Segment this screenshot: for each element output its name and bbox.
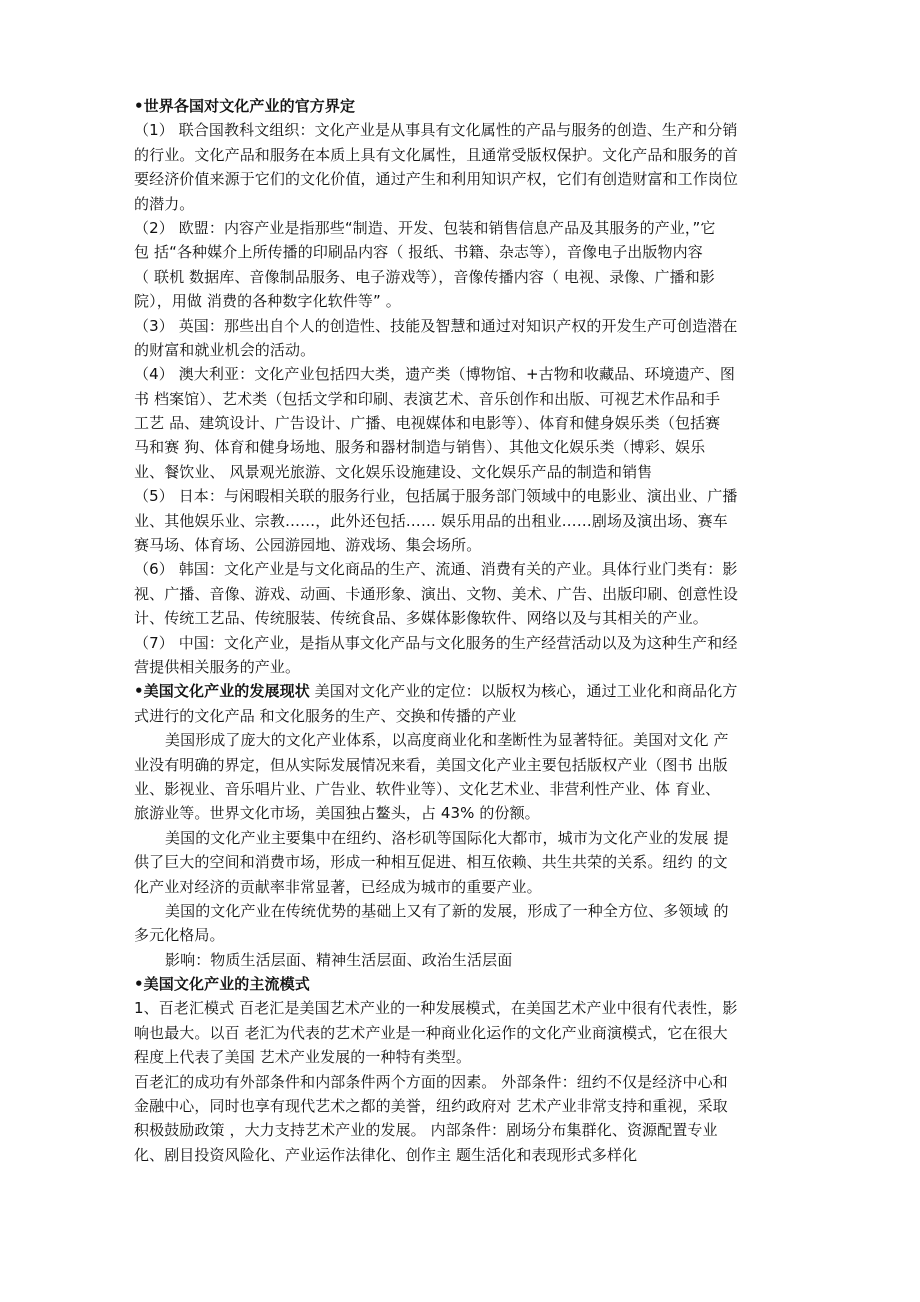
paragraph-line: 百老汇的成功有外部条件和内部条件两个方面的因素。 外部条件：纽约不仅是经济中心和 (134, 1072, 728, 1091)
paragraph-line: 业、餐饮业、 风景观光旅游、文化娱乐设施建设、文化娱乐产品的制造和销售 (134, 462, 653, 481)
section-heading: •世界各国对文化产业的官方界定 (134, 97, 356, 115)
paragraph-line: 包 括“各种媒介上所传播的印刷品内容（ 报纸、书籍、杂志等），音像电子出版物内容 (134, 243, 703, 262)
paragraph-line: 美国的文化产业在传统优势的基础上又有了新的发展，形成了一种全方位、多领域 的 (165, 901, 729, 920)
paragraph-line: （3） 英国：那些出自个人的创造性、技能及智慧和通过对知识产权的开发生产可创造潜在 (134, 316, 738, 335)
paragraph-line: 马和赛 狗、体育和健身场地、服务和器材制造与销售）、其他文化娱乐类（博彩、娱乐 (134, 438, 706, 457)
paragraph-line: 化、剧目投资风险化、产业运作法律化、创作主 题生活化和表现形式多样化 (134, 1145, 638, 1164)
paragraph-line: 业、其他娱乐业、宗教……，此外还包括…… 娱乐用品的出租业……剧场及演出场、赛车 (134, 511, 728, 530)
paragraph-line: 响也最大。以百 老汇为代表的艺术产业是一种商业化运作的文化产业商演模式，它在很大 (134, 1023, 728, 1042)
paragraph-line: （ 联机 数据库、音像制品服务、电子游戏等），音像传播内容（ 电视、录像、广播和影 (134, 267, 715, 286)
section-heading: •美国文化产业的发展现状 (134, 682, 310, 701)
paragraph-line: 院），用做 消费的各种数字化软件等” 。 (134, 292, 401, 311)
section-heading-line (134, 679, 786, 703)
paragraph-line: （4） 澳大利亚：文化产业包括四大类，遗产类（博物馆、+古物和收藏品、环境遗产、图 (134, 365, 735, 384)
paragraph-line: 营提供相关服务的产业。 (134, 657, 301, 676)
paragraph-line: 工艺 品、建筑设计、广告设计、广播、电视媒体和电影等）、体育和健身娱乐类（包括赛 (134, 414, 721, 433)
paragraph-line: （7） 中国：文化产业，是指从事文化产品与文化服务的生产经营活动以及为这种生产和经 (134, 633, 738, 652)
paragraph-line: （6） 韩国：文化产业是与文化商品的生产、流通、消费有关的产业。具体行业门类有：影 (134, 560, 738, 579)
paragraph-line: 的潜力。 (134, 194, 195, 213)
paragraph-line: 1、百老汇模式 百老汇是美国艺术产业的一种发展模式，在美国艺术产业中很有代表性，影 (134, 999, 738, 1018)
paragraph-line: 视、广播、音像、游戏、动画、卡通形象、演出、文物、美术、广告、出版印刷、创意性设 (134, 584, 739, 603)
paragraph-line: （2） 欧盟：内容产业是指那些“制造、开发、包装和销售信息产品及其服务的产业，”它 (134, 218, 716, 237)
paragraph-line: 书 档案馆）、艺术类（包括文学和印刷、表演艺术、音乐创作和出版、可视艺术作品和手 (134, 389, 721, 408)
heading-tail-text: 美国对文化产业的定位：以版权为核心，通过工业化和商品化方 (309, 682, 738, 701)
paragraph-line: 供了巨大的空间和消费市场，形成一种相互促进、相互依赖、共生共荣的关系。纽约 的文 (134, 853, 728, 872)
document-body (134, 94, 786, 1167)
paragraph-line: 业没有明确的界定，但从实际发展情况来看，美国文化产业主要包括版权产业（图书 出版 (134, 755, 728, 774)
paragraph-line: 美国的文化产业主要集中在纽约、洛杉矶等国际化大都市，城市为文化产业的发展 提 (165, 828, 729, 847)
paragraph-line: 计、传统工艺品、传统服装、传统食品、多媒体影像软件、网络以及与其相关的产业。 (134, 609, 708, 628)
paragraph-line: 旅游业等。世界文化市场，美国独占鳌头，占 43% 的份额。 (134, 804, 540, 823)
paragraph-line: （1） 联合国教科文组织：文化产业是从事具有文化属性的产品与服务的创造、生产和分销 (134, 121, 738, 140)
paragraph-line: 赛马场、体育场、公园游园地、游戏场、集会场所。 (134, 536, 482, 555)
paragraph-line: 的财富和就业机会的活动。 (134, 340, 316, 359)
paragraph-line: 金融中心，同时也享有现代艺术之都的美誉，纽约政府对 艺术产业非常支持和重视，采取 (134, 1097, 728, 1116)
paragraph-line: 式进行的文化产品 和文化服务的生产、交换和传播的产业 (134, 706, 517, 725)
paragraph-line: 要经济价值来源于它们的文化价值，通过产生和利用知识产权，它们有创造财富和工作岗位 (134, 170, 739, 189)
paragraph-line: （5） 日本：与闲暇相关联的服务行业，包括属于服务部门领域中的电影业、演出业、广播 (134, 487, 738, 506)
section-heading: •美国文化产业的主流模式 (134, 975, 310, 994)
paragraph-line: 影响：物质生活层面、精神生活层面、政治生活层面 (165, 950, 513, 969)
paragraph-line: 业、影视业、音乐唱片业、广告业、软件业等）、文化艺术业、非营利性产业、体 育业、 (134, 779, 721, 798)
paragraph-line: 积极鼓励政策 ，大力支持艺术产业的发展。 内部条件：剧场分布集群化、资源配置专业 (134, 1121, 718, 1140)
paragraph-line: 化产业对经济的贡献率非常显著，已经成为城市的重要产业。 (134, 877, 542, 896)
paragraph-line: 多元化格局。 (134, 926, 225, 945)
paragraph-line: 美国形成了庞大的文化产业体系，以高度商业化和垄断性为显著特征。美国对文化 产 (165, 731, 729, 750)
paragraph-line: 程度上代表了美国 艺术产业发展的一种特有类型。 (134, 1048, 472, 1067)
paragraph-line: 的行业。文化产品和服务在本质上具有文化属性，且通常受版权保护。文化产品和服务的首 (134, 145, 739, 164)
